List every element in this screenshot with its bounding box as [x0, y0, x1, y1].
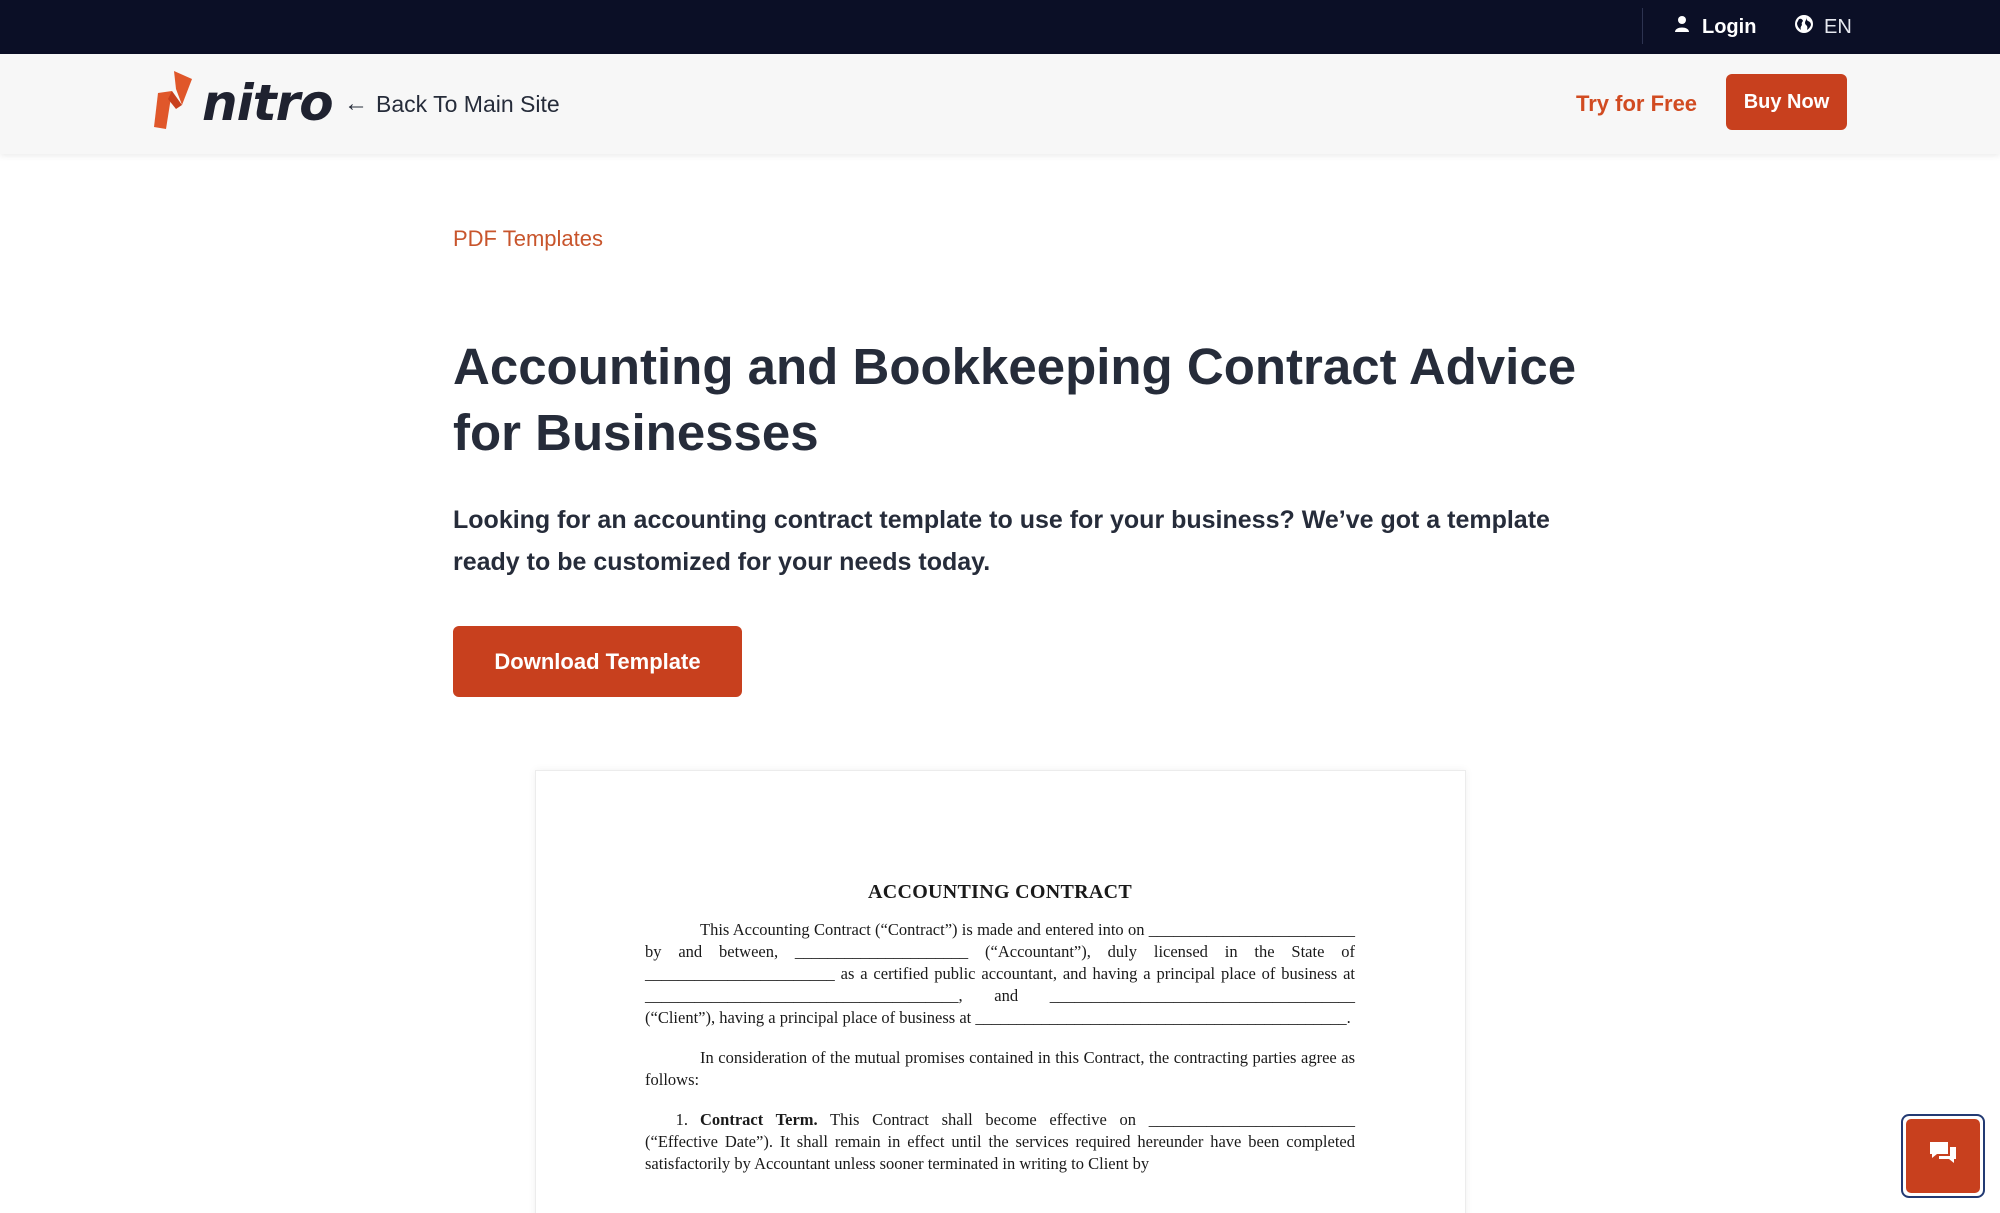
topbar-divider — [1642, 8, 1643, 44]
download-template-button[interactable]: Download Template — [453, 626, 742, 697]
nitro-logo-mark-icon — [152, 69, 198, 138]
back-link-label: Back To Main Site — [376, 90, 560, 117]
document-paragraph: In consideration of the mutual promises contained in this Contract, the contracting parties agree as follows: — [645, 1048, 1355, 1089]
breadcrumb-pdf-templates[interactable]: PDF Templates — [453, 226, 603, 251]
chat-widget-button[interactable] — [1901, 1114, 1985, 1198]
language-label: EN — [1824, 15, 1852, 38]
logo-wordmark: nitro — [202, 74, 333, 132]
list-item-heading: Contract Term. — [700, 1110, 818, 1129]
user-icon — [1674, 15, 1690, 39]
intro-text: Looking for an accounting contract template to use for your business? We’ve got a template ready to be customized for your needs today. — [453, 506, 1550, 576]
buy-now-button[interactable]: Buy Now — [1726, 74, 1847, 130]
chat-icon — [1928, 1140, 1958, 1173]
arrow-left-icon: ← — [344, 90, 368, 117]
document-preview — [535, 770, 1466, 1213]
globe-icon — [1794, 14, 1814, 40]
document-list-item — [645, 1109, 1355, 1175]
top-utility-bar — [0, 0, 2000, 54]
document-content — [645, 881, 1355, 1175]
try-for-free-link[interactable]: Try for Free — [1576, 91, 1698, 116]
nitro-logo[interactable] — [152, 70, 333, 136]
site-header — [0, 54, 2000, 154]
login-link[interactable] — [1674, 0, 1756, 54]
list-item-text: This Contract shall become effective on _________________________ (“Effective Date”). It shall remain in effect until the services required hereunder have been completed satisfactorily by Accountant unless sooner terminated in writing to Client by — [645, 1110, 1355, 1173]
language-selector[interactable] — [1794, 0, 1852, 54]
document-title: ACCOUNTING CONTRACT — [867, 881, 1133, 903]
document-paragraph: This Accounting Contract (“Contract”) is made and entered into on _________________________ by and between, _____________________ (“Accountant”), duly licensed in the State of _______________________ as a certified public accountant, and having a principal place of business at ______________________________________, and _____________________________________ (“Client”), having a principal place of business at _____________________________________________. — [645, 920, 1355, 1027]
chat-button-inner — [1906, 1119, 1980, 1193]
list-item-number: 1. — [675, 1110, 688, 1129]
back-to-main-site-link[interactable] — [344, 54, 560, 154]
login-label: Login — [1702, 15, 1757, 38]
page-title: Accounting and Bookkeeping Contract Advice for Businesses — [453, 338, 1577, 461]
